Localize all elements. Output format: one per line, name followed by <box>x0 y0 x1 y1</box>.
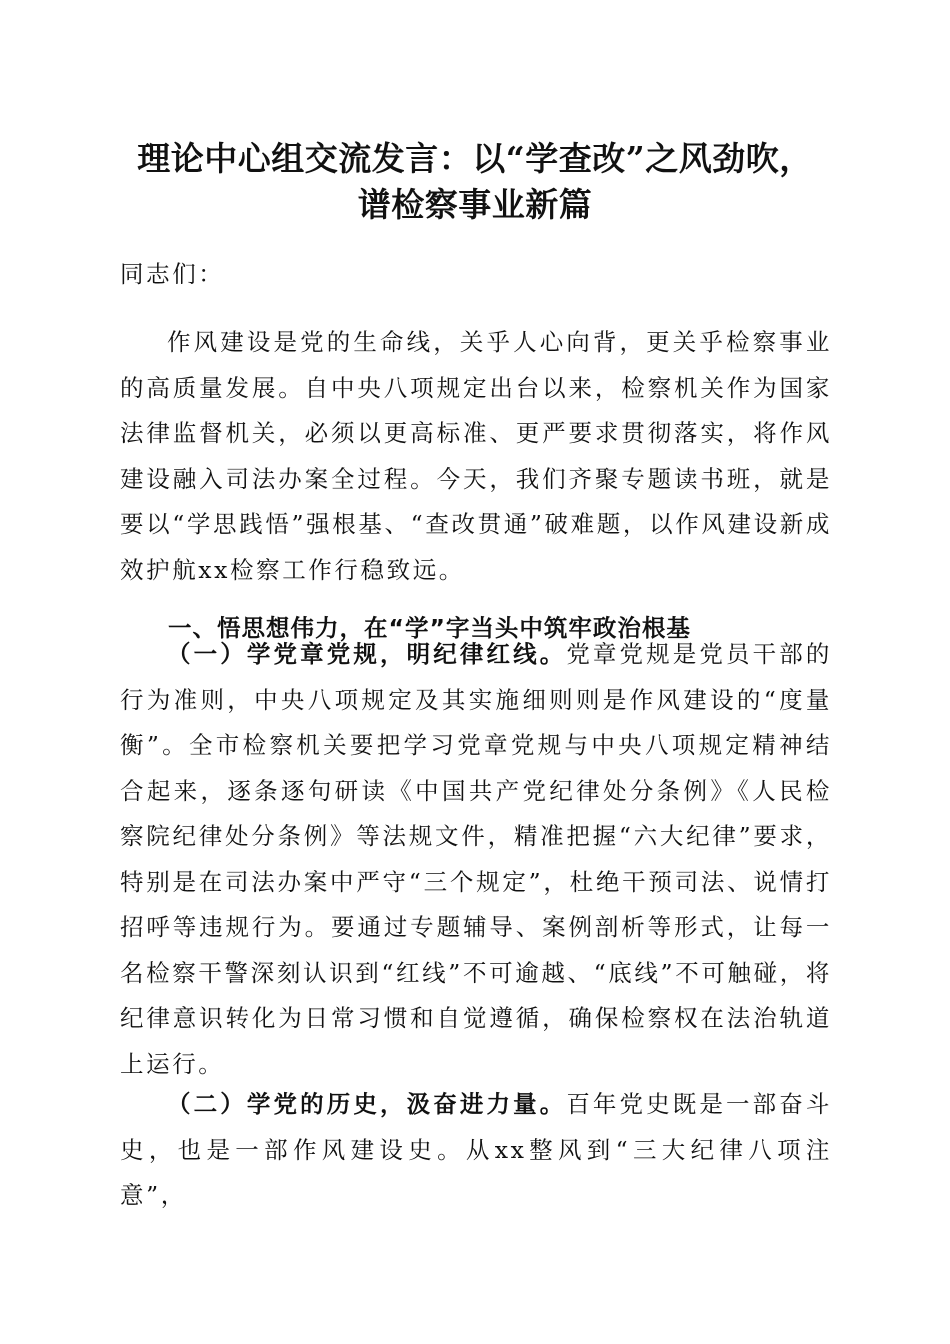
title-line-2: 谱检察事业新篇 <box>357 185 593 224</box>
intro-paragraph: 作风建设是党的生命线，关乎人心向背，更关乎检察事业的高质量发展。自中央八项规定出台以来，检察机关作为国家法律监督机关，必须以更高标准、更严要求贯彻落实，将作风建设融入司法办案全过程。今天，我们齐聚专题读书班，就是要以“学思践悟”强根基、“查改贯通”破难题，以作风建设新成效护航xx检察工作行稳致远。 <box>120 328 832 584</box>
subsection-2-paragraph <box>120 1082 832 1219</box>
greeting: 同志们： <box>120 260 225 288</box>
subsection-2-lead: （二）学党的历史，汲奋进力量。 <box>167 1090 567 1118</box>
subsection-1-lead: （一）学党章党规，明纪律红线。 <box>167 640 567 668</box>
title-line-1: 理论中心组交流发言：以“学查改”之风劲吹， <box>137 139 813 178</box>
subsection-1-body: 党章党规是党员干部的行为准则，中央八项规定及其实施细则则是作风建设的“度量衡”。全市检察机关要把学习党章党规与中央八项规定精神结合起来，逐条逐句研读《中国共产党纪律处分条例》《人民检察院纪律处分条例》等法规文件，精准把握“六大纪律”要求，特别是在司法办案中严守“三个规定”，杜绝干预司法、说情打招呼等违规行为。要通过专题辅导、案例剖析等形式，让每一名检察干警深刻认识到“红线”不可逾越、“底线”不可触碰，将纪律意识转化为日常习惯和自觉遵循，确保检察权在法治轨道上运行。 <box>120 640 832 1078</box>
subsection-2-body: 百年党史既是一部奋斗史，也是一部作风建设史。从xx整风到“三大纪律八项注意”， <box>120 1090 832 1209</box>
document-title <box>100 136 850 228</box>
subsection-1-paragraph <box>120 632 832 1087</box>
section-heading-1: 一、悟思想伟力，在“学”字当头中筑牢政治根基 <box>168 614 691 642</box>
